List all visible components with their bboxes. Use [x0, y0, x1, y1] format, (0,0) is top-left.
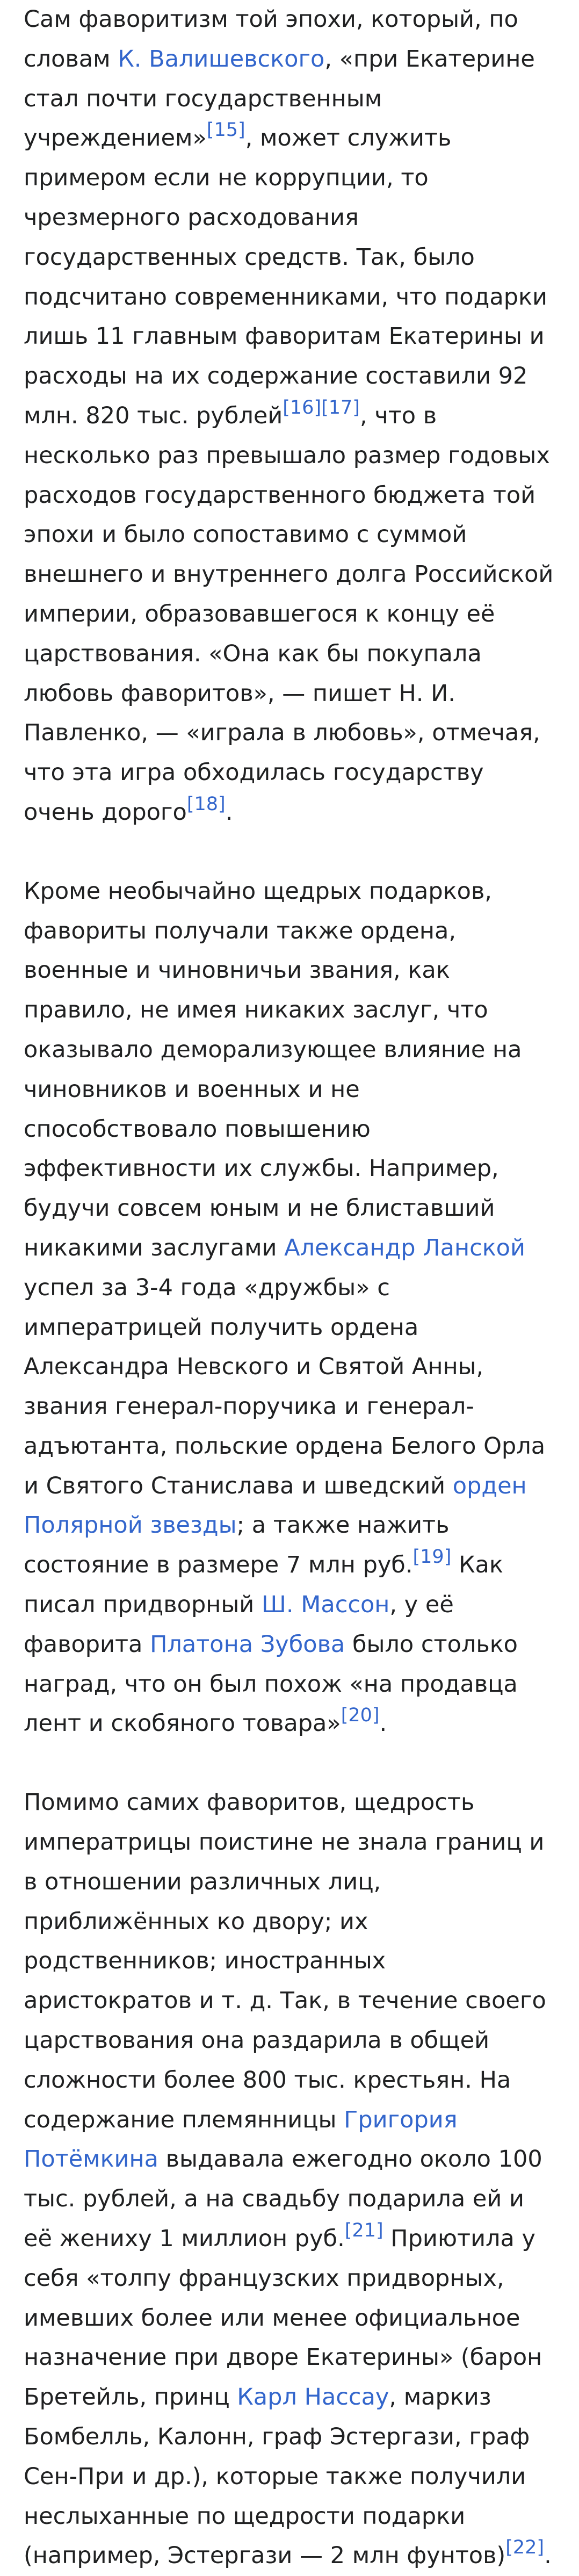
text-run: .: [544, 2542, 552, 2570]
text-run: , маркиз Бомбелль, Калонн, граф Эстергази, граф Сен-При и др.), которые также получили неслыханные по щедрости подарки (например, Эстергази — 2 млн фунтов): [24, 2384, 530, 2570]
text-run: выдавала ежегодно около 100 тыс. рублей, а на свадьбу подарила ей и её жениху 1 миллион руб.: [24, 2146, 542, 2253]
link-nassau[interactable]: Карл Нассау: [237, 2384, 389, 2411]
text-run: Приютила у себя «толпу французских придворных, имевших более или менее официальное назначение при дворе Екатерины» (барон Бретейль, принц: [24, 2225, 542, 2411]
ref-21-link[interactable]: [21]: [344, 2220, 383, 2242]
text-run: Помимо самих фаворитов, щедрость императрицы поистине не знала границ и в отношении различных лиц, приближённых ко двору; их родственников; иностранных аристократов и т. д. Так, в течение своего царствования она раздарила в общей сложности более 800 тыс. крестьян. На содержание племянницы: [24, 1789, 546, 2133]
text-run: .: [225, 798, 233, 826]
text-run: , что в несколько раз превышало размер годовых расходов государственного бюджета той эпохи и было сопоставимо с суммой внешнего и внутреннего долга Российской империи, образовавшегося к концу её царствования. «Она как бы покупала любовь фаворитов», — пишет Н. И. Павленко, — «играла в любовь», отмечая, что эта игра обходилась государству очень дорого: [24, 402, 554, 826]
text-run: , у её фаворита: [24, 1591, 454, 1658]
link-zubov[interactable]: Платона Зубова: [150, 1630, 345, 1658]
text-run: было столько наград, что он был похож «на продавца лент и скобяного товара»: [24, 1630, 518, 1737]
ref-16-link[interactable]: [16]: [283, 396, 322, 418]
paragraph-generosity: [24, 1783, 555, 2576]
ref-22[interactable]: [505, 2537, 544, 2558]
ref-22-link[interactable]: [22]: [505, 2537, 545, 2559]
ref-21[interactable]: [345, 2220, 383, 2241]
link-masson[interactable]: Ш. Массон: [261, 1591, 390, 1619]
link-polar-star-order[interactable]: орден Полярной звезды: [24, 1472, 527, 1539]
text-run: , может служить примером если не коррупции, то чрезмерного расходования государственных средств. Так, было подсчитано современниками, что подарки лишь 11 главным фаворитам Екатерины и расходы на их содержание составили 92 млн. 820 тыс. рублей: [24, 125, 547, 429]
ref-18[interactable]: [187, 793, 226, 815]
paragraph-awards: [24, 872, 555, 1744]
ref-15-link[interactable]: [15]: [206, 119, 245, 141]
ref-19[interactable]: [413, 1546, 452, 1568]
text-run: успел за 3-4 года «дружбы» с императрицей получить ордена Александра Невского и Святой Анны, звания генерал-поручика и генерал-адъютанта, польские ордена Белого Орла и Святого Станислава и шведский: [24, 1274, 546, 1499]
link-lanskoy[interactable]: Александр Ланской: [284, 1234, 525, 1261]
ref-17-link[interactable]: [17]: [321, 396, 360, 418]
text-run: Кроме необычайно щедрых подарков, фавориты получали также ордена, военные и чиновничьи звания, как правило, не имея никаких заслуг, что оказывало деморализующее влияние на чиновников и военных и не способствовало повышению эффективности их службы. Например, будучи совсем юным и не блиставший никакими заслугами: [24, 877, 522, 1261]
paragraph-favoritism: [24, 0, 555, 833]
ref-20-link[interactable]: [20]: [341, 1705, 380, 1727]
text-run: Как писал придворный: [24, 1552, 503, 1619]
ref-18-link[interactable]: [18]: [186, 793, 226, 815]
ref-17[interactable]: [321, 397, 360, 418]
text-run: ; а также нажить состояние в размере 7 млн руб.: [24, 1512, 450, 1579]
ref-15[interactable]: [207, 119, 245, 141]
text-run: , «при Екатерине стал почти государственным учреждением»: [24, 45, 535, 152]
link-potemkin[interactable]: Григория Потёмкина: [24, 2106, 458, 2173]
text-run: .: [379, 1710, 387, 1737]
text-run: Сам фаворитизм той эпохи, который, по словам: [24, 6, 518, 73]
link-valishevsky[interactable]: К. Валишевского: [118, 45, 325, 73]
ref-20[interactable]: [341, 1705, 380, 1726]
ref-16[interactable]: [283, 397, 321, 418]
ref-19-link[interactable]: [19]: [412, 1546, 452, 1568]
